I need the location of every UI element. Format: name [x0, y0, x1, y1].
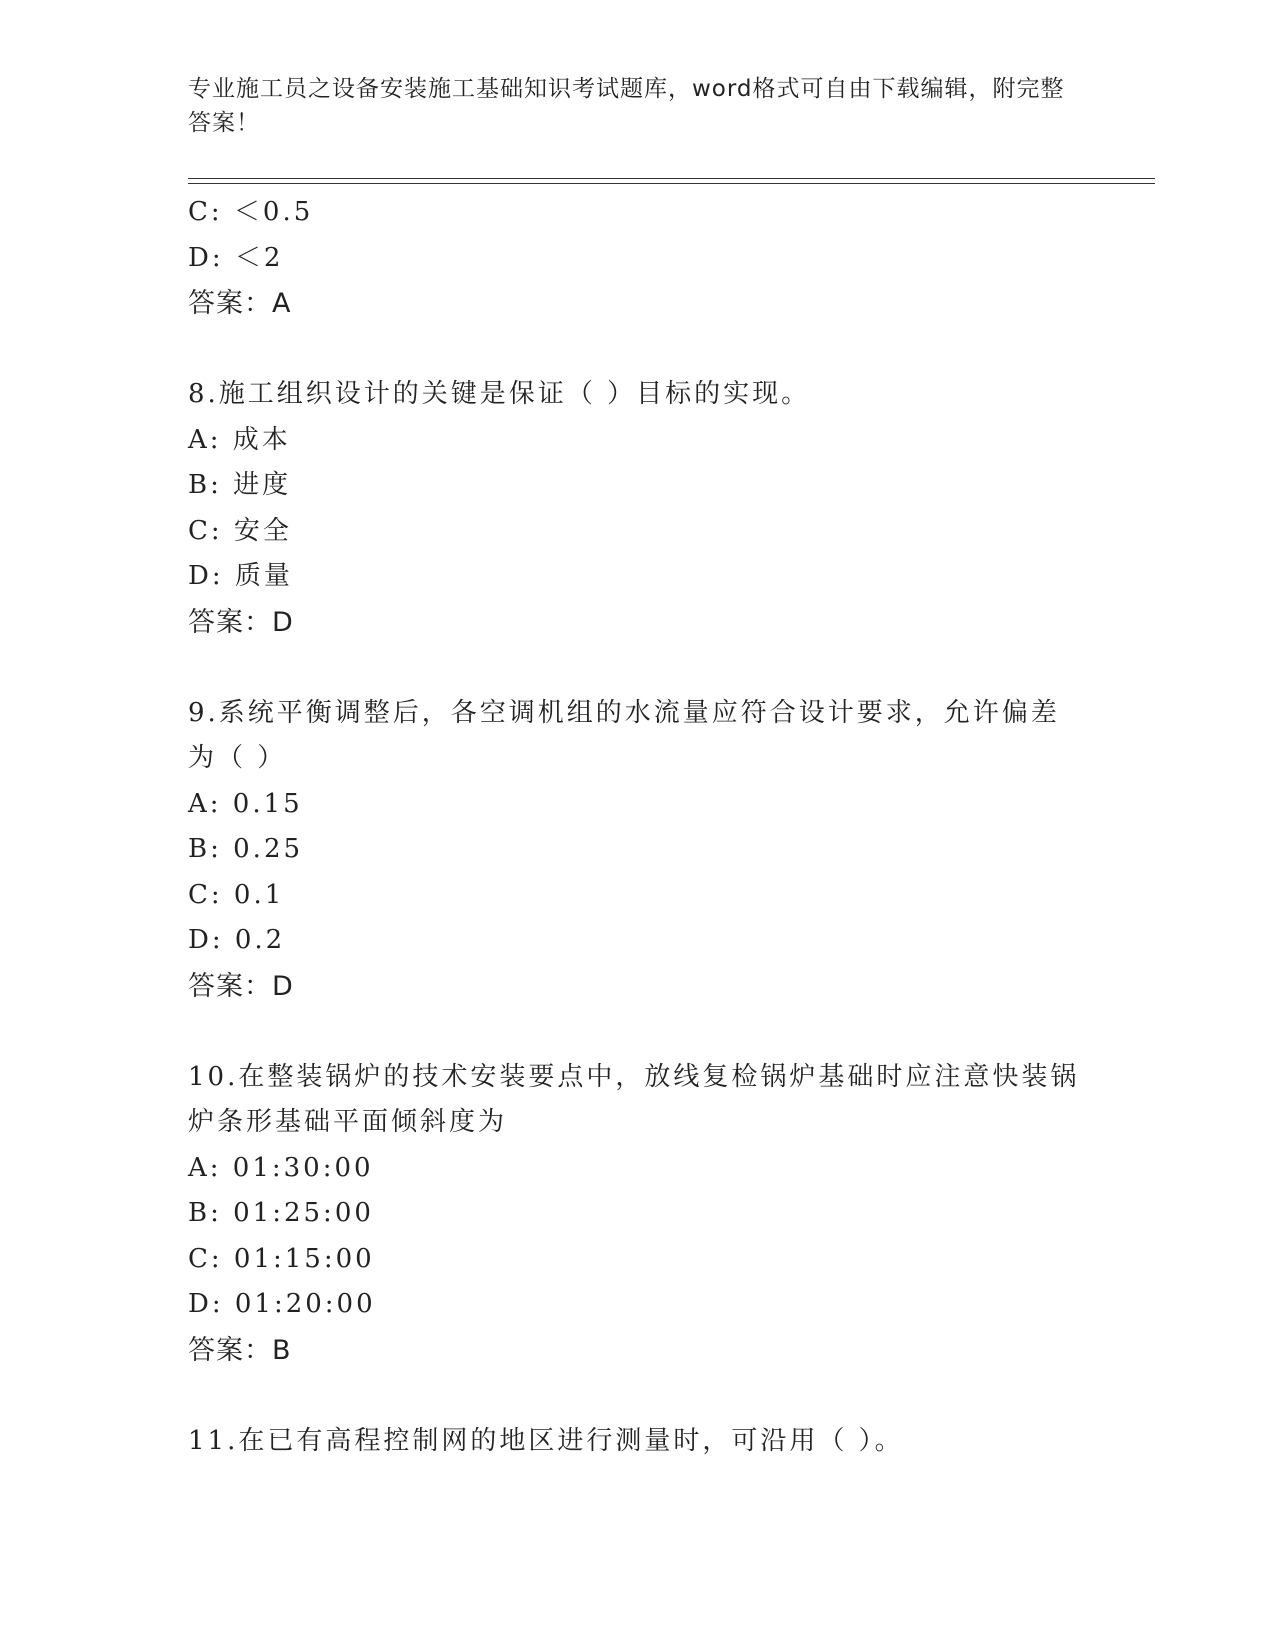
spacer: [188, 1373, 1088, 1419]
question-text: 11.在已有高程控制网的地区进行测量时，可沿用（ ）。: [188, 1425, 904, 1456]
option-d: D: 质量: [188, 561, 293, 591]
answer-label: 答案：A: [188, 288, 292, 319]
answer-label: 答案：D: [188, 970, 294, 1002]
option-c: C: 01:15:00: [188, 1243, 375, 1274]
question-text: 9.系统平衡调整后，各空调机组的水流量应符合设计要求，允许偏差为（ ）: [188, 697, 1060, 773]
question-text: 8.施工组织设计的关键是保证（ ）目标的实现。: [188, 379, 811, 409]
header-title: 专业施工员之设备安装施工基础知识考试题库，word格式可自由下载编辑，附完整答案！: [188, 76, 1065, 136]
question-11: [188, 1419, 1088, 1465]
option-a: A: 01:30:00: [188, 1152, 374, 1183]
option-d: D: 0.2: [188, 925, 286, 955]
option-a: A: 成本: [188, 424, 291, 455]
option-b: B: 0.25: [188, 834, 304, 864]
answer-label: 答案：D: [188, 606, 294, 638]
question-10: [188, 1055, 1088, 1374]
question-text: 10.在整装锅炉的技术安装要点中，放线复检锅炉基础时应注意快装锅炉条形基础平面倾斜度为: [188, 1061, 1080, 1137]
option-b: B: 进度: [188, 470, 292, 500]
spacer: [188, 1009, 1088, 1055]
question-9: [188, 691, 1088, 1010]
question-fragment: [188, 190, 1088, 327]
option-d: D: ＜2: [188, 242, 284, 273]
question-8: [188, 372, 1088, 645]
option-b: B: 01:25:00: [188, 1198, 374, 1228]
document-header: [188, 72, 1088, 140]
answer-label: 答案：B: [188, 1334, 292, 1366]
spacer: [188, 327, 1088, 373]
option-c: C: 安全: [188, 515, 292, 546]
option-c: C: ＜0.5: [188, 197, 314, 227]
option-d: D: 01:20:00: [188, 1289, 376, 1319]
option-c: C: 0.1: [188, 879, 285, 910]
header-double-rule: [188, 178, 1155, 184]
option-a: A: 0.15: [188, 788, 303, 819]
spacer: [188, 645, 1088, 691]
question-list: [188, 190, 1088, 1464]
